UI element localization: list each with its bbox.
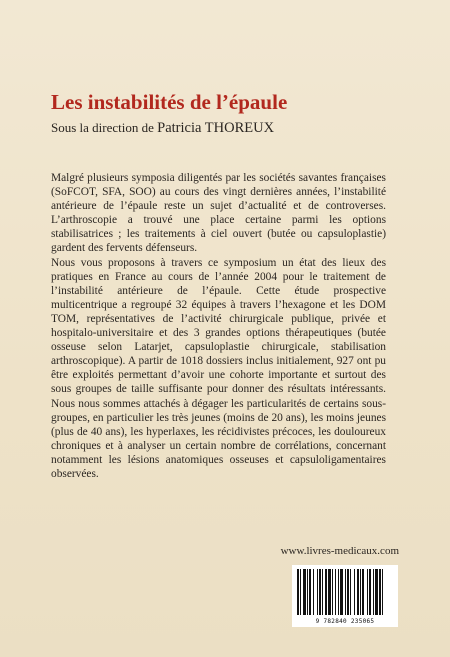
barcode-bar — [322, 569, 323, 615]
barcode-bar — [362, 569, 364, 615]
barcode-bar — [338, 569, 339, 615]
editor-name: Patricia THOREUX — [157, 120, 275, 136]
subtitle-prefix: Sous la direction de — [51, 120, 154, 135]
barcode-bar — [332, 569, 333, 615]
barcode-bar — [309, 569, 311, 615]
barcode-bar — [328, 569, 331, 615]
barcode-bar — [354, 569, 355, 615]
barcode-bars-icon — [296, 569, 394, 615]
barcode-bar — [357, 569, 359, 615]
barcode-bar — [375, 569, 378, 615]
barcode-bar — [345, 569, 346, 615]
barcode-bar — [300, 569, 301, 615]
barcode-bar — [307, 569, 308, 615]
barcode-bar — [317, 569, 318, 615]
barcode-bar — [367, 569, 368, 615]
barcode-digits: 9 782840 235065 — [315, 618, 375, 625]
barcode-bar — [340, 569, 343, 615]
barcode-bar — [369, 569, 371, 615]
barcode-bar — [347, 569, 349, 615]
barcode-bar — [360, 569, 361, 615]
barcode-bar — [319, 569, 321, 615]
barcode-bar — [297, 569, 299, 615]
barcode-bar — [350, 569, 351, 615]
barcode-bar — [373, 569, 374, 615]
website-url: www.livres-medicaux.com — [280, 545, 399, 557]
barcode-bar — [325, 569, 327, 615]
summary-paragraph-1: Malgré plusieurs symposia diligentés par les sociétés savantes françaises (SoFCOT, SFA, SOO) au cours des vingt dernières années, l’instabilité antérieure de l’épaule reste un sujet d’actualité et de controverses. L’arthroscopie a trouvé une place certaine parmi les options stabilisatrices ; les traitements à ciel ouvert (butée ou capsuloplastie) gardent des fervents défenseurs. — [51, 172, 386, 255]
summary-paragraph-2: Nous vous proposons à travers ce symposium un état des lieux des pratiques en France au cours de l’année 2004 pour le traitement de l’instabilité antérieure de l’épaule. Cette étude prospective multicentrique a regroupé 32 équipes à travers l’hexagone et les DOM TOM, représentatives de l’activité chirurgicale publique, privée et hospitalo-universitaire et des 3 grandes options thérapeutiques (butée osseuse selon Latarjet, capsuloplastie chirurgicale, stabilisation arthroscopique). A partir de 1018 dossiers inclus initialement, 927 ont pu être exploités permettant d’avoir une cohorte importante et surtout des sous groupes de taille suffisante pour donner des résultats intéressants. Nous nous sommes attachés à dégager les particularités de certains sous-groupes, en particulier les très jeunes (moins de 20 ans), les moins jeunes (plus de 40 ans), les hyperlaxes, les récidivistes précoces, les douloureux chroniques et à analyser un certain nombre de corrélations, concernant notamment les lésions anatomiques osseuses et capsuloligamentaires observées. — [51, 256, 386, 480]
summary-text — [51, 171, 386, 481]
barcode — [292, 565, 398, 627]
barcode-bar — [382, 569, 383, 615]
book-subtitle — [51, 120, 274, 137]
book-title: Les instabilités de l’épaule — [51, 90, 288, 114]
barcode-bar — [379, 569, 381, 615]
barcode-bar — [335, 569, 336, 615]
barcode-bar — [313, 569, 314, 615]
barcode-bar — [303, 569, 306, 615]
